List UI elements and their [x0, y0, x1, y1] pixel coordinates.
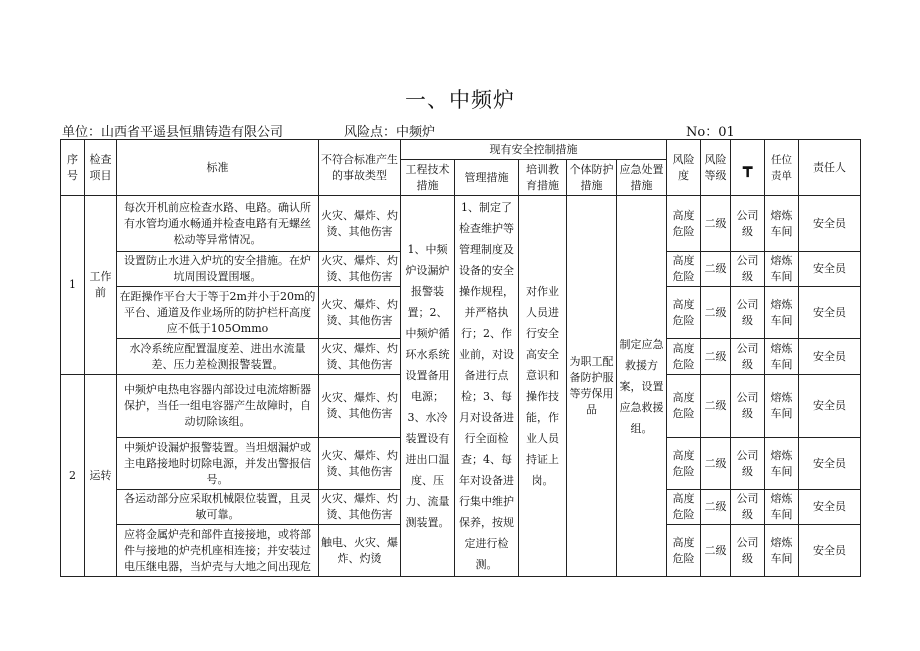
header-accident: 不符合标准产生的事故类型: [319, 140, 401, 196]
resp-unit-cell: 熔炼车间: [765, 438, 799, 490]
resp-person-cell: 安全员: [799, 438, 861, 490]
group-item: 运转: [85, 375, 117, 577]
ppe-measures: 为职工配备防护服等劳保用品: [567, 196, 617, 577]
standard-cell: 各运动部分应采取机械限位装置，且灵敏可靠。: [117, 490, 319, 525]
control-level-cell: 公司级: [731, 196, 765, 252]
accident-cell: 火灾、爆炸、灼烫、其他伤害: [319, 438, 401, 490]
risk-degree-cell: 高度危险: [667, 438, 701, 490]
resp-unit-cell: 熔炼车间: [765, 339, 799, 375]
header-emergency: 应急处置措施: [617, 160, 667, 196]
risk-level-cell: 二级: [701, 438, 731, 490]
risk-level-cell: 二级: [701, 525, 731, 577]
risk-point-label: 风险点：中频炉: [344, 125, 436, 140]
resp-person-cell: 安全员: [799, 339, 861, 375]
resp-unit-cell: 熔炼车间: [765, 287, 799, 339]
group-seq: 2: [61, 375, 85, 577]
header-mark: ┳: [731, 140, 765, 196]
accident-cell: 火灾、爆炸、灼烫、其他伤害: [319, 287, 401, 339]
standard-cell: 每次开机前应检查水路、电路。确认所有水管均通水畅通并检查电路有无螺丝松动等异常情况。: [117, 196, 319, 252]
risk-degree-cell: 高度危险: [667, 525, 701, 577]
emergency-measures: 制定应急救援方案，设置应急救援组。: [617, 196, 667, 577]
standard-cell: 设置防止水进入炉坑的安全措施。在炉坑周围设置围堰。: [117, 252, 319, 287]
resp-unit-cell: 熔炼车间: [765, 375, 799, 438]
header-risk-level: 风险等级: [701, 140, 731, 196]
header-ppe: 个体防护措施: [567, 160, 617, 196]
control-level-cell: 公司级: [731, 252, 765, 287]
resp-person-cell: 安全员: [799, 375, 861, 438]
resp-person-cell: 安全员: [799, 252, 861, 287]
resp-person-cell: 安全员: [799, 490, 861, 525]
control-level-cell: 公司级: [731, 438, 765, 490]
group-item: 工作前: [85, 196, 117, 375]
risk-level-cell: 二级: [701, 196, 731, 252]
risk-level-cell: 二级: [701, 339, 731, 375]
risk-level-cell: 二级: [701, 252, 731, 287]
header-resp-unit: 任位责单: [765, 140, 799, 196]
risk-degree-cell: 高度危险: [667, 490, 701, 525]
table-row: [61, 196, 861, 252]
risk-degree-cell: 高度危险: [667, 339, 701, 375]
resp-unit-cell: 熔炼车间: [765, 196, 799, 252]
resp-unit-cell: 熔炼车间: [765, 252, 799, 287]
training-measures: 对作业人员进行安全高安全意识和操作技能，作业人员持证上岗。: [519, 196, 567, 577]
control-level-cell: 公司级: [731, 375, 765, 438]
control-level-cell: 公司级: [731, 287, 765, 339]
control-level-cell: 公司级: [731, 490, 765, 525]
risk-degree-cell: 高度危险: [667, 287, 701, 339]
standard-cell: 中频炉电热电容器内部设过电流熔断器保护，当任一组电容器产生故障时，自动切除该组。: [117, 375, 319, 438]
header-item: 检查项目: [85, 140, 117, 196]
resp-unit-cell: 熔炼车间: [765, 525, 799, 577]
group-seq: 1: [61, 196, 85, 375]
accident-cell: 火灾、爆炸、灼烫、其他伤害: [319, 252, 401, 287]
standard-cell: 在距操作平台大于等于2m并小于20m的平台、通道及作业场所的防护栏杆高度应不低于105Ommo: [117, 287, 319, 339]
header-seq: 序号: [61, 140, 85, 196]
risk-degree-cell: 高度危险: [667, 375, 701, 438]
standard-cell: 水冷系统应配置温度差、进出水流量差、压力差检测报警装置。: [117, 339, 319, 375]
risk-degree-cell: 高度危险: [667, 252, 701, 287]
standard-cell: 中频炉设漏炉报警装置。当坦烟漏炉或主电路接地时切除电源，并发出警报信号。: [117, 438, 319, 490]
control-level-cell: 公司级: [731, 339, 765, 375]
page-title: 一、中频炉: [405, 88, 515, 112]
accident-cell: 火灾、爆炸、灼烫、其他伤害: [319, 375, 401, 438]
resp-person-cell: 安全员: [799, 287, 861, 339]
resp-unit-cell: 熔炼车间: [765, 490, 799, 525]
accident-cell: 火灾、爆炸、灼烫、其他伤害: [319, 490, 401, 525]
risk-control-table: [60, 139, 861, 577]
management-measures: 1、制定了检查维护等管理制度及设备的安全操作规程，并严格执行；2、作业前，对设备进行点检；3、每月对设备进行全面检查；4、每年对设备进行集中维护保养，按规定进行检测。: [455, 196, 519, 577]
header-eng: 工程技术措施: [401, 160, 455, 196]
risk-degree-cell: 高度危险: [667, 196, 701, 252]
header-train: 培训教育措施: [519, 160, 567, 196]
accident-cell: 火灾、爆炸、灼烫、其他伤害: [319, 196, 401, 252]
resp-person-cell: 安全员: [799, 196, 861, 252]
document-number: No：01: [686, 125, 735, 140]
resp-person-cell: 安全员: [799, 525, 861, 577]
header-mgmt: 管理措施: [455, 160, 519, 196]
control-level-cell: 公司级: [731, 525, 765, 577]
header-risk-degree: 风险度: [667, 140, 701, 196]
risk-level-cell: 二级: [701, 287, 731, 339]
unit-label: 单位：山西省平遥县恒鼎铸造有限公司: [62, 125, 284, 140]
header-resp-person: 责任人: [799, 140, 861, 196]
standard-cell: 应将金属炉壳和部件直接接地，或将部件与接地的炉壳机座相连接；并安装过电压继电器，当炉壳与大地之间出现危: [117, 525, 319, 577]
engineering-measures: 1、中频炉设漏炉报警装置；2、中频炉循环水系统设置备用电源；3、水冷装置设有进出口温度、压力、流量测装置。: [401, 196, 455, 577]
accident-cell: 火灾、爆炸、灼烫、其他伤害: [319, 339, 401, 375]
risk-level-cell: 二级: [701, 490, 731, 525]
header-controls: 现有安全控制措施: [401, 140, 667, 160]
accident-cell: 触电、火灾、爆炸、灼烫: [319, 525, 401, 577]
risk-level-cell: 二级: [701, 375, 731, 438]
header-standard: 标准: [117, 140, 319, 196]
